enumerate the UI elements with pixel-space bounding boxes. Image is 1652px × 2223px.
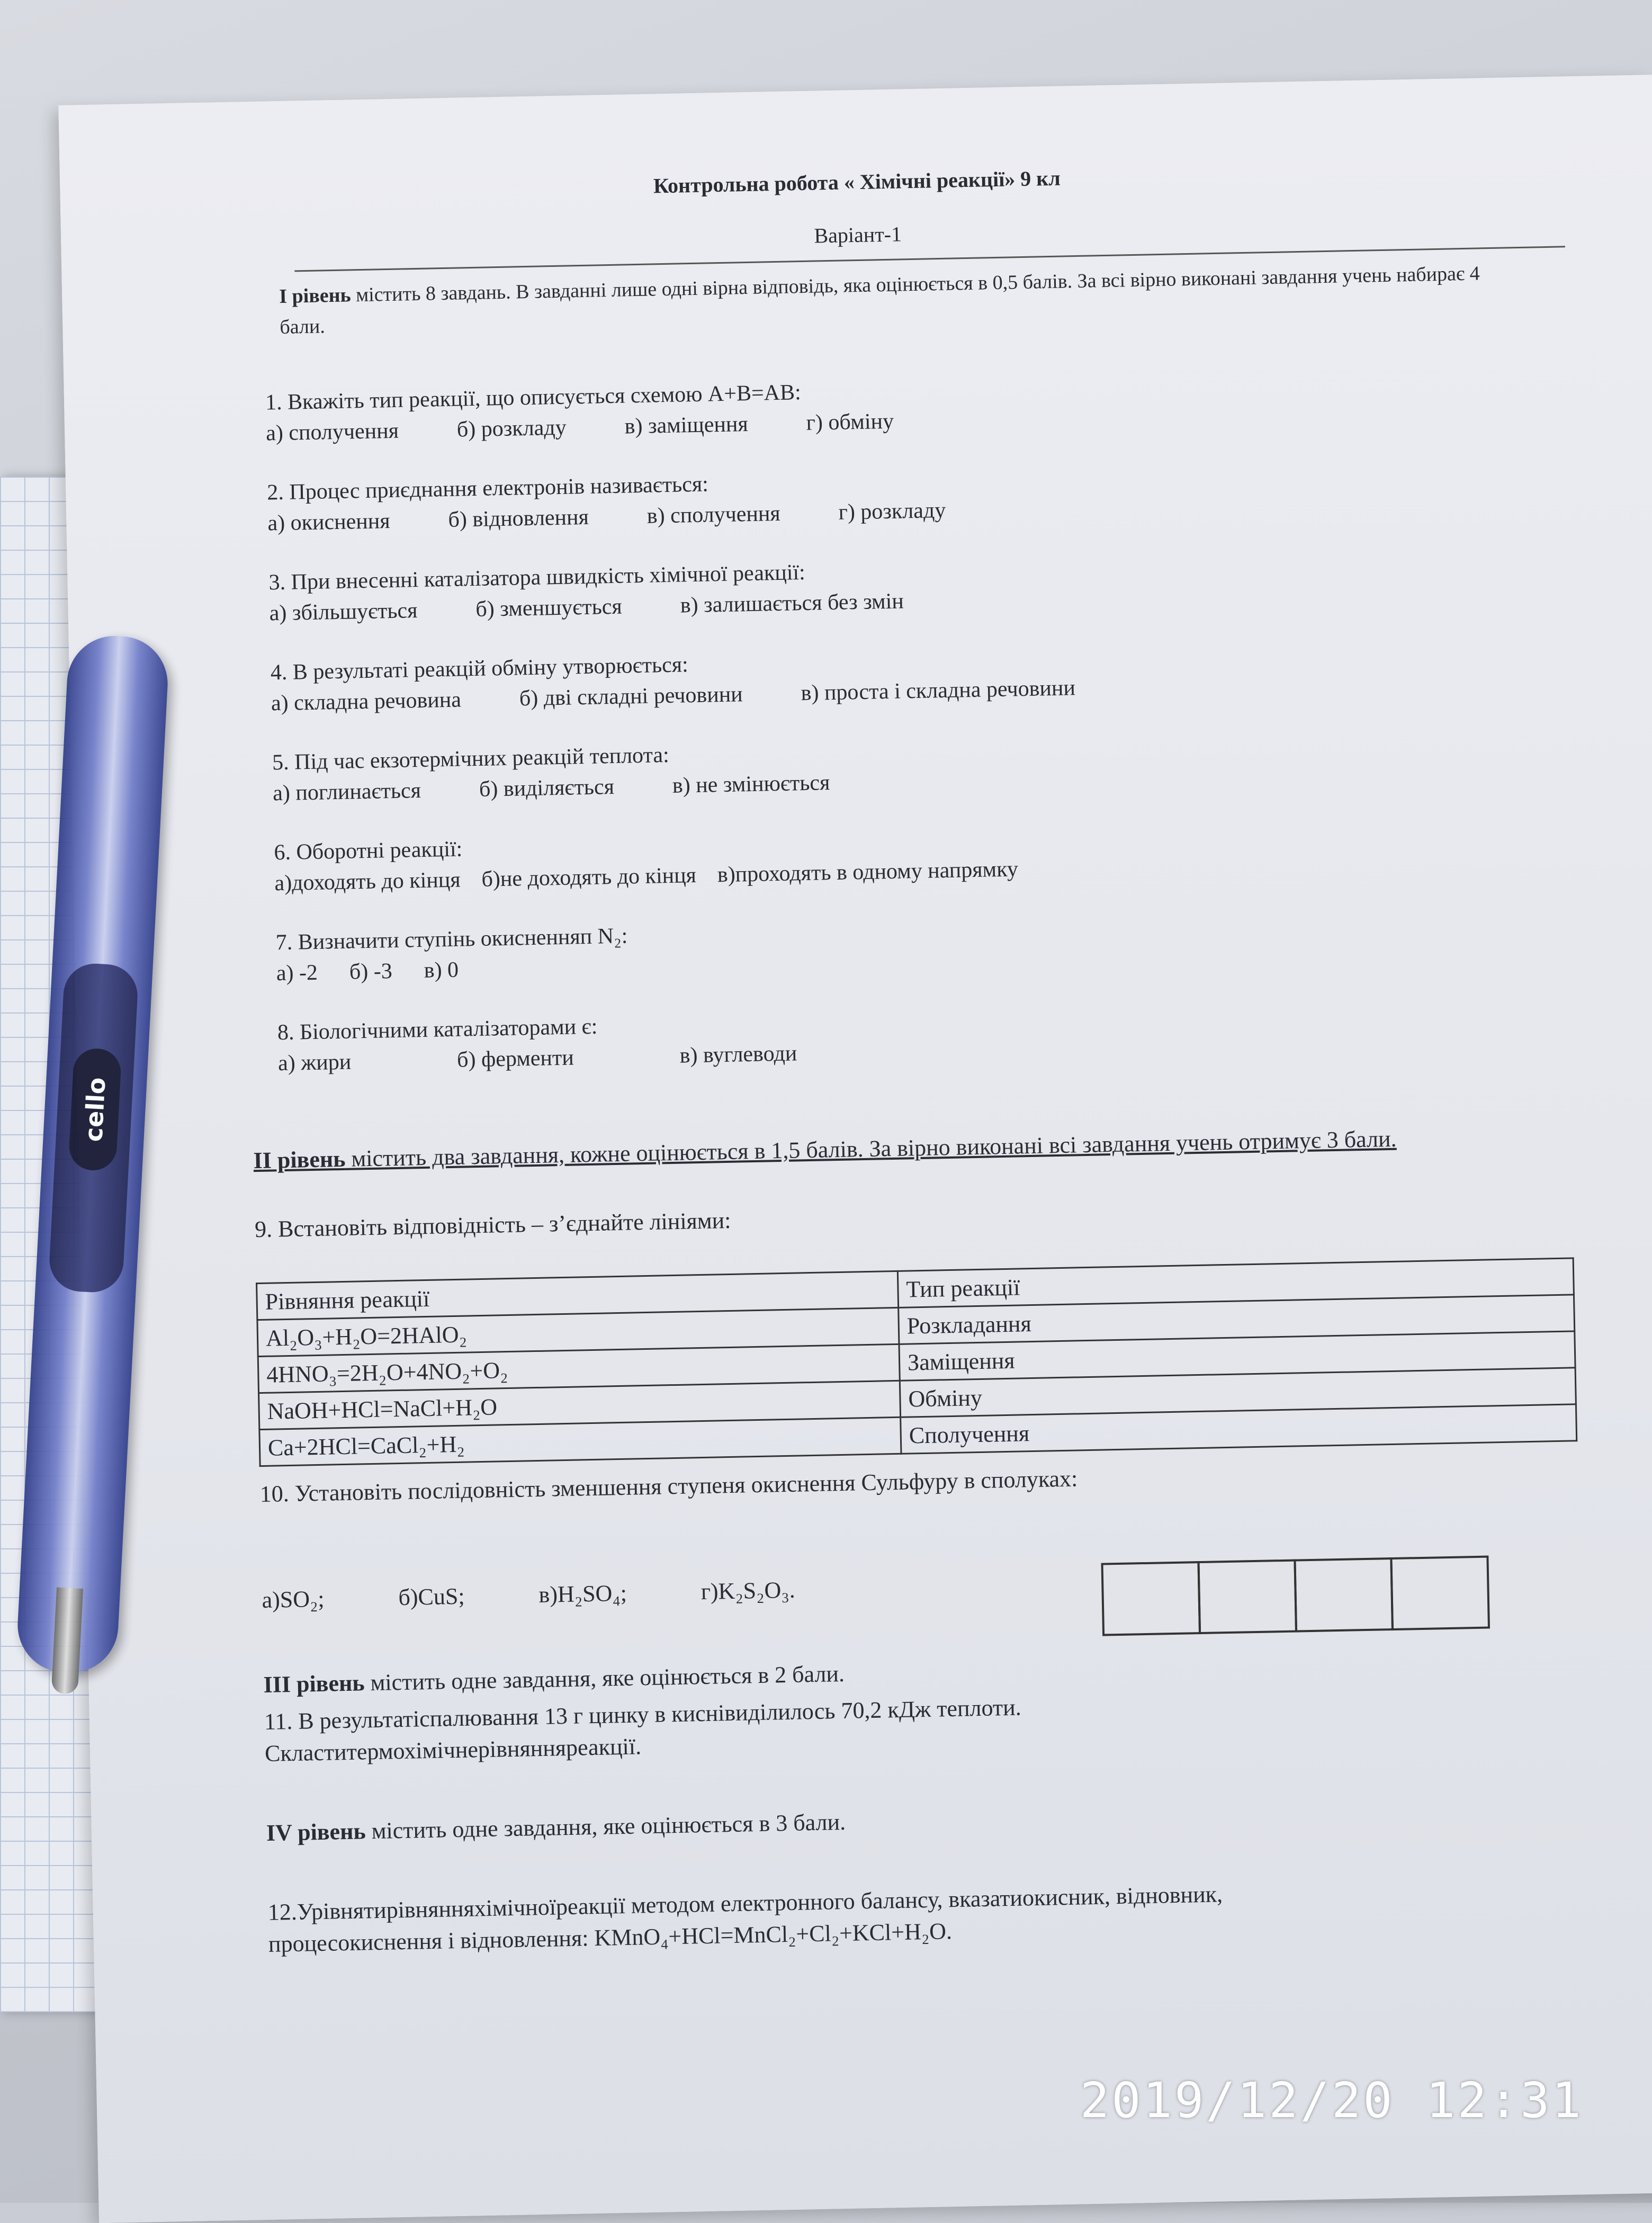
- table-cell: Сполучення: [901, 1404, 1577, 1454]
- pen-brand-logo: cello: [68, 1047, 122, 1171]
- answer-option: б) -3: [349, 959, 393, 984]
- question-text: 1. Вкажіть тип реакції, що описується схемою A+B=AB:: [265, 380, 802, 415]
- question-text: 3. При внесенні каталізатора швидкість хімічної реакції:: [268, 560, 806, 595]
- photo-timestamp: 2019/12/20 12:31: [1080, 2072, 1583, 2129]
- compound-option: а)SO₂;: [262, 1585, 325, 1614]
- answer-option: б) дві складні речовини: [519, 682, 743, 711]
- document-title: Контрольна робота « Хімічні реакції» 9 кл: [653, 166, 1061, 198]
- question-2: [267, 452, 1592, 539]
- table-cell: NaOH+HCl=NaCl+H₂O: [259, 1381, 901, 1429]
- answer-option: в) вуглеводи: [679, 1041, 797, 1068]
- task-12: [267, 1871, 1624, 1960]
- level-4-title: IV рівень: [266, 1818, 366, 1846]
- matching-table: [256, 1257, 1577, 1467]
- answer-option: а) збільшується: [269, 598, 418, 626]
- answer-option: б) розкладу: [456, 415, 567, 442]
- answer-boxes: [1103, 1556, 1490, 1636]
- pen-tip: [51, 1588, 83, 1695]
- answer-box[interactable]: [1294, 1557, 1394, 1633]
- answer-option: в)проходять в одному напрямку: [717, 857, 1019, 888]
- answer-option: б) відновлення: [448, 505, 589, 532]
- answer-option: б) виділяється: [479, 774, 615, 802]
- task-10: 10. Установіть послідовність зменшення ступеня окиснення Сульфуру в сполуках:: [259, 1465, 1078, 1508]
- level-3-text: містить одне завдання, яке оцінюється в 2 бали.: [364, 1660, 845, 1696]
- table-cell: Заміщення: [899, 1331, 1575, 1381]
- table-cell: Al₂O₃+H₂O=2HAlO₂: [257, 1307, 899, 1356]
- answer-option: в) проста і складна речовини: [801, 676, 1076, 706]
- answer-option: г) розкладу: [838, 498, 946, 525]
- compound-option: г)K₂S₂O₃.: [701, 1576, 796, 1605]
- question-3: [268, 542, 1593, 629]
- answer-option: а) окиснення: [267, 509, 390, 536]
- table-cell: 4HNO₃=2H₂O+4NO₂+O₂: [258, 1344, 900, 1393]
- level-4-text: містить одне завдання, яке оцінюється в 3 бали.: [365, 1808, 846, 1844]
- answer-option: а) складна речовина: [271, 687, 462, 716]
- compound-option: в)H₂SO₄;: [538, 1580, 627, 1608]
- answer-option: а) -2: [276, 960, 318, 986]
- question-6: [274, 812, 1599, 899]
- level-1-text: містить 8 завдань. В завданні лише одні вірна відповідь, яка оцінюється в 0,5 балів. За всі вірно виконані завдання учень набирає 4 бали.: [279, 262, 1480, 338]
- compound-option: б)CuS;: [398, 1583, 465, 1611]
- question-5: [272, 722, 1597, 809]
- answer-box[interactable]: [1197, 1559, 1297, 1635]
- document-variant: Варіант-1: [814, 222, 902, 248]
- table-cell: Розкладання: [899, 1295, 1575, 1344]
- answer-option: в) не змінюється: [672, 770, 830, 798]
- table-cell: Обміну: [900, 1368, 1576, 1417]
- answer-option: а) поглинається: [272, 778, 421, 806]
- level-2-intro: [253, 1119, 1609, 1177]
- answer-box[interactable]: [1390, 1556, 1490, 1631]
- question-4: [270, 632, 1595, 719]
- answer-option: в) 0: [424, 957, 459, 983]
- test-sheet: [58, 75, 1652, 2223]
- answer-option: в) заміщення: [624, 412, 749, 439]
- answer-box[interactable]: [1101, 1561, 1201, 1636]
- question-text: 8. Біологічними каталізаторами є:: [277, 1014, 598, 1045]
- level-1-intro: [279, 257, 1524, 343]
- answer-option: б) ферменти: [456, 1045, 574, 1072]
- question-text: 5. Під час екзотермічних реакцій теплота:: [272, 742, 670, 775]
- task-11-line: 11. В результатіспалювання 13 г цинку в киснівиділилось 70,2 кДж теплоти.: [264, 1694, 1022, 1735]
- question-text: 6. Оборотні реакції:: [274, 837, 463, 865]
- answer-option: а) жири: [277, 1050, 352, 1076]
- table-header: Тип реакції: [897, 1258, 1574, 1307]
- question-8: [277, 992, 1602, 1079]
- question-1: [265, 362, 1590, 449]
- question-7: [275, 902, 1600, 989]
- task-11-line: Скластитермохімічнерівнянняреакції.: [264, 1733, 642, 1767]
- task-9: 9. Встановіть відповідність – з’єднайте лініями:: [254, 1207, 731, 1243]
- answer-option: в) залишається без змін: [680, 589, 904, 618]
- task-12-line: процесокиснення і відновлення: KMnO₄+HCl=MnCl₂+Cl₂+KCl+H₂O.: [268, 1918, 953, 1957]
- question-text: 7. Визначити ступінь окисненняп N₂:: [275, 924, 628, 955]
- answer-option: б)не доходять до кінця: [481, 863, 697, 892]
- answer-option: а)доходять до кінця: [274, 867, 461, 896]
- table-header: Рівняння реакції: [257, 1271, 899, 1320]
- table-cell: Ca+2HCl=CaCl₂+H₂: [259, 1417, 901, 1466]
- question-text: 4. В результаті реакцій обміну утворюється:: [270, 652, 689, 685]
- level-4-intro: [266, 1791, 1622, 1849]
- task-12-line: 12.Урівнятирівнянняхімічноїреакції методом електронного балансу, вказатиокисник, відновник,: [267, 1881, 1223, 1925]
- answer-option: г) обміну: [806, 409, 894, 435]
- answer-option: в) сполучення: [647, 501, 781, 528]
- answer-option: а) сполучення: [265, 418, 399, 446]
- level-1-title: І рівень: [279, 284, 352, 308]
- level-2-title: ІІ рівень: [253, 1145, 346, 1174]
- answer-option: б) зменшується: [475, 594, 623, 622]
- level-2-text: містить два завдання, кожне оцінюється в 1,5 балів. За вірно виконані всі завдання учень отримує 3 бали.: [345, 1125, 1397, 1172]
- question-text: 2. Процес приєднання електронів називається:: [266, 472, 709, 505]
- level-3-title: ІІІ рівень: [263, 1670, 365, 1698]
